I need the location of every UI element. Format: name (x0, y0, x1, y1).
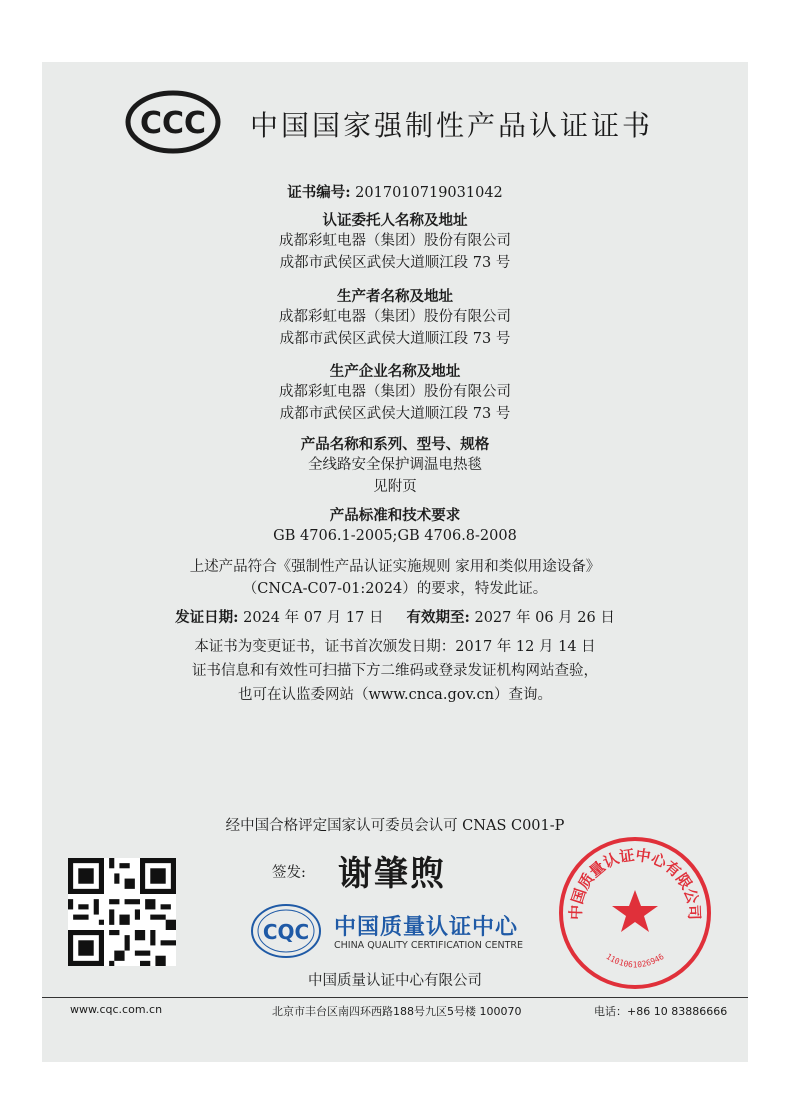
cqc-logo-icon (250, 902, 322, 960)
applicant-header: 认证委托人名称及地址 (322, 212, 468, 229)
applicant-name: 成都彩虹电器（集团）股份有限公司 (279, 233, 511, 249)
footer-phone: 电话：+86 10 83886666 (594, 1005, 728, 1018)
manufacturer-header: 生产者名称及地址 (337, 288, 453, 305)
statement-line1: 上述产品符合《强制性产品认证实施规则 家用和类似用途设备》 (189, 559, 601, 575)
footer-website[interactable]: www.cqc.com.cn (70, 1003, 163, 1016)
cqc-company: 中国质量认证中心有限公司 (308, 973, 482, 989)
product-name: 全线路安全保护调温电热毯 (308, 457, 482, 473)
factory-name: 成都彩虹电器（集团）股份有限公司 (279, 384, 511, 400)
svg-text:CQC: CQC (262, 920, 310, 944)
product-model: 见附页 (373, 479, 417, 495)
notes-line3: 也可在认监委网站（www.cnca.gov.cn）查询。 (237, 687, 552, 703)
page-title: 中国国家强制性产品认证证书 (250, 109, 654, 142)
stamp-text: 中国质量认证中心有限公司 (566, 846, 704, 921)
cert-number-line (42, 182, 748, 204)
expiry-date-label: 有效期至: (406, 609, 470, 626)
ccc-logo-icon (125, 90, 221, 154)
applicant-address: 成都市武侯区武侯大道顺江段 73 号 (279, 255, 511, 271)
dates-line (42, 607, 748, 629)
standard-value: GB 4706.1-2005;GB 4706.8-2008 (273, 528, 517, 544)
manufacturer-address: 成都市武侯区武侯大道顺江段 73 号 (279, 331, 511, 347)
official-stamp-icon (556, 834, 714, 992)
svg-text:CCC: CCC (139, 106, 207, 141)
footer-address: 北京市丰台区南四环西路188号九区5号楼 100070 (272, 1005, 522, 1018)
cert-number-value: 2017010719031042 (355, 185, 503, 201)
issue-date-label: 发证日期: (175, 609, 239, 626)
expiry-date-value: 2027 年 06 月 26 日 (474, 610, 615, 626)
qr-code-icon[interactable] (68, 858, 176, 966)
stamp-code: 1101061026946 (604, 951, 666, 970)
factory-address: 成都市武侯区武侯大道顺江段 73 号 (279, 406, 511, 422)
notes-line2: 证书信息和有效性可扫描下方二维码或登录发证机构网站查验， (192, 663, 598, 679)
cert-number-label: 证书编号: (287, 184, 351, 201)
standard-header: 产品标准和技术要求 (329, 507, 461, 524)
signature-name: 谢肇煦 (338, 854, 446, 894)
cqc-name-en: CHINA QUALITY CERTIFICATION CENTRE (334, 940, 524, 951)
notes-line1: 本证书为变更证书，证书首次颁发日期：2017 年 12 月 14 日 (194, 639, 596, 655)
footer-divider (42, 997, 748, 998)
manufacturer-name: 成都彩虹电器（集团）股份有限公司 (279, 309, 511, 325)
cqc-name-cn: 中国质量认证中心 (334, 915, 519, 940)
accreditation-line: 经中国合格评定国家认可委员会认可 CNAS C001-P (225, 818, 565, 834)
statement-line2: （CNCA-C07-01:2024）的要求，特发此证。 (242, 581, 548, 597)
issue-date-value: 2024 年 07 月 17 日 (243, 610, 384, 626)
product-header: 产品名称和系列、型号、规格 (300, 436, 490, 453)
signature-label: 签发: (272, 865, 306, 881)
factory-header: 生产企业名称及地址 (329, 363, 461, 380)
svg-text:1101061026946 (604, 952, 665, 970)
